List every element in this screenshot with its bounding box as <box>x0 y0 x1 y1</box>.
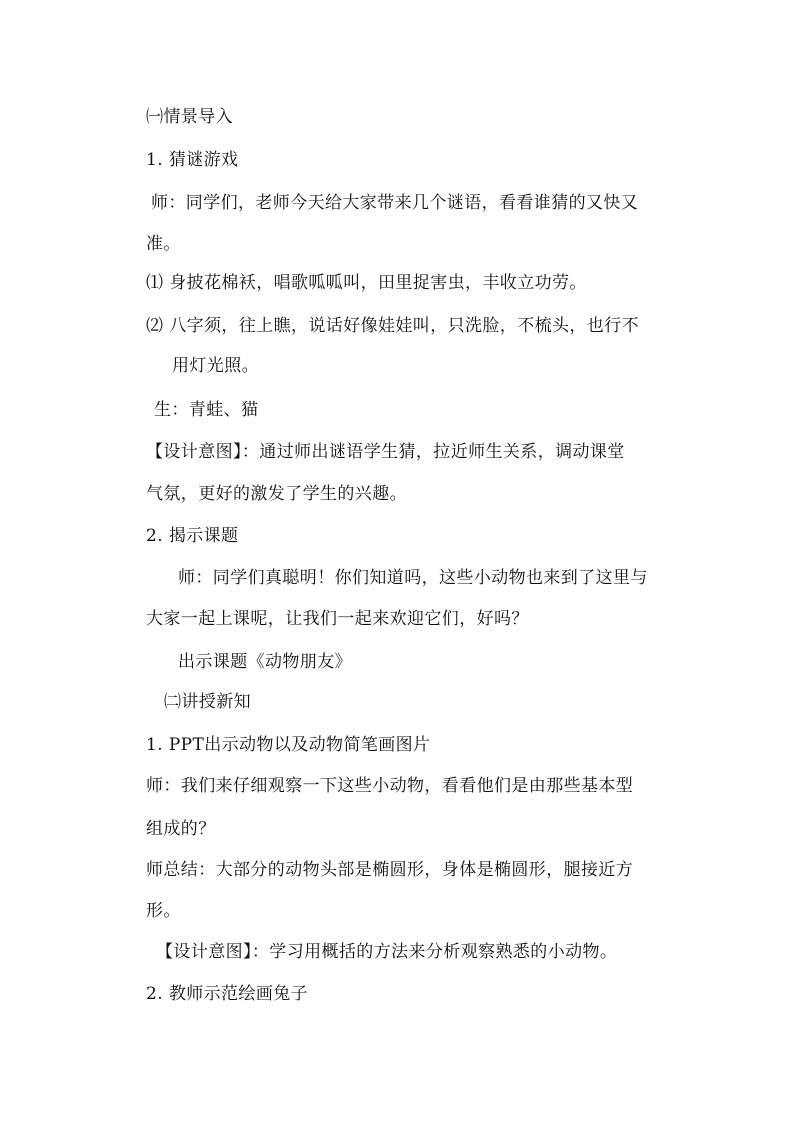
student-answer: 生：青蛙、猫 <box>154 400 259 420</box>
subheading-reveal-topic: 2. 揭示课题 <box>146 526 239 546</box>
riddle-2: ⑵ 八字须，往上瞧，说话好像娃娃叫，只洗脸，不梳头，也行不 <box>146 316 640 336</box>
teacher-line-1-cont: 准。 <box>146 234 181 254</box>
subheading-ppt: 1. PPT出示动物以及动物简笔画图片 <box>146 735 431 755</box>
teacher-summary-cont: 形。 <box>146 901 181 921</box>
riddle-1: ⑴ 身披花棉袄，唱歌呱呱叫，田里捉害虫，丰收立功劳。 <box>146 273 587 293</box>
design-intent-1-cont: 气氛，更好的激发了学生的兴趣。 <box>146 484 407 504</box>
teacher-summary: 师总结：大部分的动物头部是椭圆形，身体是椭圆形，腿接近方 <box>146 860 634 880</box>
teacher-line-2-cont: 大家一起上课呢，让我们一起来欢迎它们，好吗？ <box>146 609 529 629</box>
design-intent-1: 【设计意图】：通过师出谜语学生猜，拉近师生关系，调动课堂 <box>146 442 625 462</box>
teacher-line-3-cont: 组成的？ <box>146 819 216 839</box>
design-intent-2: 【设计意图】：学习用概括的方法来分析观察熟悉的小动物。 <box>156 942 618 962</box>
riddle-2-cont: 用灯光照。 <box>172 356 259 376</box>
show-topic: 出示课题《动物朋友》 <box>178 652 352 672</box>
section-heading-situation-intro: ㈠情景导入 <box>146 107 233 127</box>
section-heading-new-knowledge: ㈡讲授新知 <box>164 692 251 712</box>
teacher-line-2: 师：同学们真聪明！你们知道吗，这些小动物也来到了这里与 <box>178 568 648 588</box>
subheading-teacher-demo: 2. 教师示范绘画兔子 <box>146 984 309 1004</box>
teacher-line-1: 师：同学们，老师今天给大家带来几个谜语，看看谁猜的又快又 <box>151 193 639 213</box>
subheading-riddle-game: 1. 猜谜游戏 <box>146 150 239 170</box>
teacher-line-3: 师：我们来仔细观察一下这些小动物，看看他们是由那些基本型 <box>146 776 634 796</box>
